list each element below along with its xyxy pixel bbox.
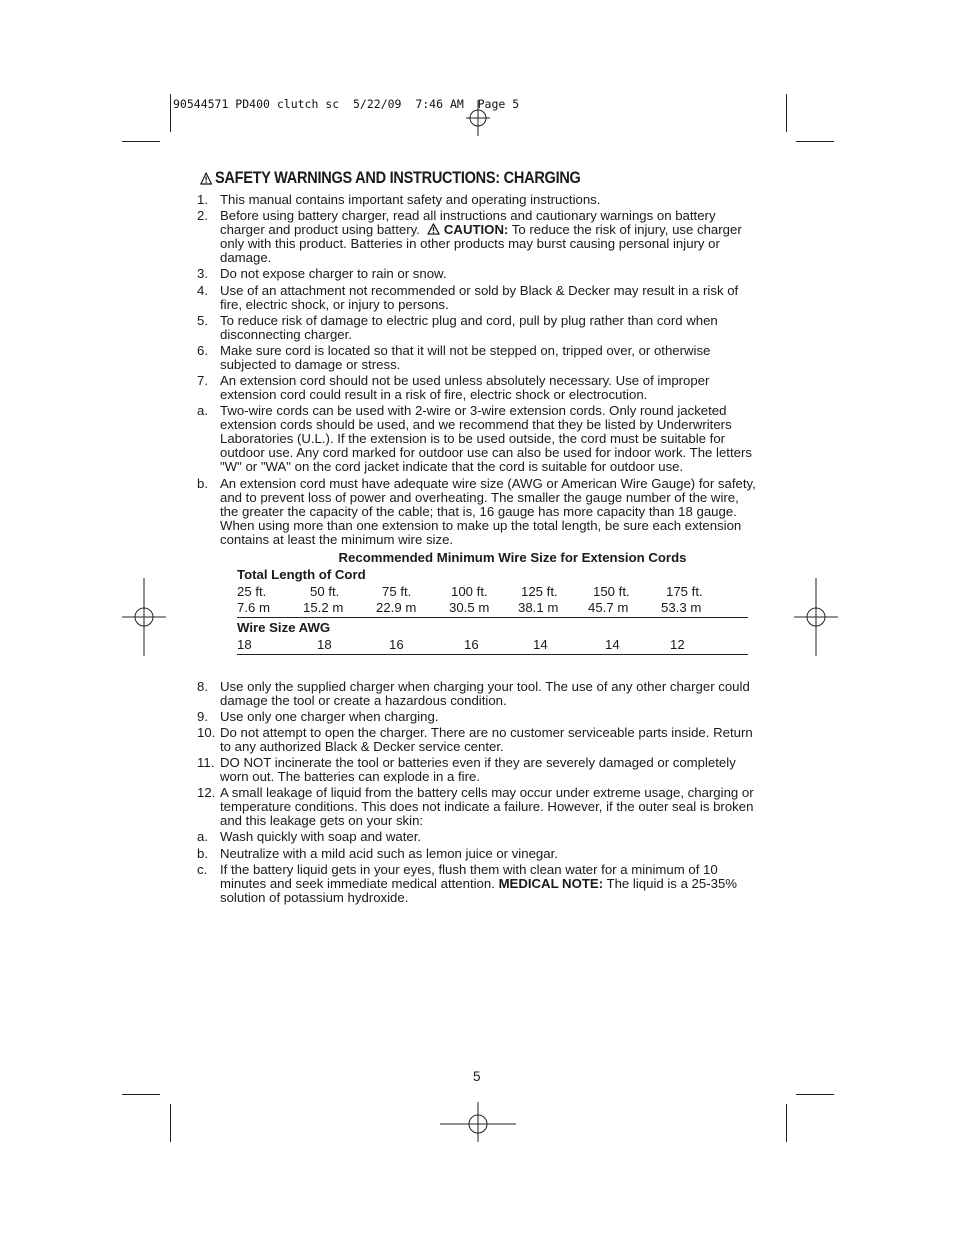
item-text: Use only the supplied charger when charging your tool. The use of any other charger could damage the tool or create a hazardous condition. [220,678,750,708]
item-number: 1. [197,192,208,207]
item-text: An extension cord should not be used unless absolutely necessary. Use of improper extension cord could result in a risk of fire, electric shock or electrocution. [220,373,710,403]
crop-mark-bottom-right-v [786,1104,787,1142]
item-number: 7. [197,373,208,389]
registration-mark-top-icon [466,100,490,136]
list-item [197,374,759,402]
item-number: 3. [197,266,208,282]
item-number: 4. [197,282,208,298]
table-cell: 18 [237,636,252,652]
meters-row [237,601,748,618]
table-cell: 14 [533,636,548,652]
item-text: Do not attempt to open the charger. There are no customer serviceable parts inside. Return to any authorized Black & Decker service center. [220,724,753,754]
table-cell: 12 [670,636,685,652]
crop-mark-top-left-h [122,141,160,142]
item-number: 10. [197,724,216,740]
length-header: Total Length of Cord [237,566,366,582]
crop-mark-top-left-v [170,94,171,132]
item-text: Do not expose charger to rain or snow. [220,266,447,282]
item-text: The liquid is a 25-35% solution of potassium hydroxide. [220,875,738,905]
item-text: Use only one charger when charging. [220,708,439,724]
item-number: 11. [197,755,215,771]
table-cell: 16 [389,636,404,652]
crop-mark-bottom-left-h [122,1094,160,1095]
table-cell: 150 ft. [593,583,630,599]
table-cell: 45.7 m [588,599,629,615]
table-cell: 7.6 m [237,599,270,615]
item-number: 5. [197,312,208,328]
item-number: 9. [197,708,208,724]
item-text: To reduce the risk of injury, use charger only with this product. Batteries in other products may burst causing personal injury or damage. [220,222,742,266]
item-number: b. [197,475,208,491]
item-text: DO NOT incinerate the tool or batteries even if they are severely damaged or completely worn out. The batteries can explode in a fire. [220,755,736,785]
list-item [197,267,759,281]
page-number: 5 [473,1069,481,1084]
registration-mark-right-icon [794,578,838,656]
item-text: This manual contains important safety and operating instructions. [220,192,601,207]
awg-header: Wire Size AWG [237,619,331,635]
registration-mark-left-icon [122,578,166,656]
item-text: Two-wire cords can be used with 2-wire or 3-wire extension cords. Only round jacketed extension cords should be used, and we recommend that they be listed by Underwriters Laboratories (U.L.). If the extension is to be used outside, the cord must be suitable for outdoor use. Any cord marked for outdoor use can also be used for indoor work. The letters "W" or "WA" on the cord jacket indicate that the cord is suitable for outdoor use. [220,403,752,475]
table-cell: 75 ft. [382,583,412,599]
item-text: A small leakage of liquid from the battery cells may occur under extreme usage, charging or temperature conditions. This does not indicate a failure. However, if the outer seal is broken and this leakage gets on your skin: [220,785,754,829]
item-text: Make sure cord is located so that it will not be stepped on, tripped over, or otherwise subjected to damage or stress. [220,342,711,372]
item-number: a. [197,403,208,419]
medical-note-label: MEDICAL NOTE: [498,875,604,891]
list-item [197,314,759,342]
section-heading [200,169,581,188]
crop-mark-bottom-right-h [796,1094,834,1095]
list-item [197,344,759,372]
crop-mark-top-right-h [796,141,834,142]
item-number: 8. [197,678,208,694]
item-text: Wash quickly with soap and water. [220,829,422,845]
table-cell: 22.9 m [376,599,417,615]
instructions-body [197,193,759,907]
list-item [197,756,759,784]
list-item [197,726,759,754]
table-cell: 38.1 m [518,599,559,615]
table-cell: 30.5 m [449,599,490,615]
table-cell: 16 [464,636,479,652]
print-slug: 90544571 PD400 clutch sc 5/22/09 7:46 AM Page 5 [173,97,520,111]
list-item [197,786,759,828]
item-text: Use of an attachment not recommended or sold by Black & Decker may result in a risk of fire, electric shock, or injury to persons. [220,282,739,312]
list-item [197,710,759,724]
item-text: Before using battery charger, read all instructions and cautionary warnings on battery charger and product using battery. [220,208,716,238]
item-number: 12. [197,785,216,801]
table-cell: 15.2 m [303,599,344,615]
item-number: a. [197,829,208,845]
item-number: 2. [197,208,208,224]
warning-triangle-icon [200,172,212,185]
table-caption: Recommended Minimum Wire Size for Extension Cords [338,549,687,565]
list-item [197,284,759,312]
item-text: To reduce risk of damage to electric plug and cord, pull by plug rather than cord when disconnecting charger. [220,312,718,342]
list-item [197,404,759,474]
list-item [197,209,759,265]
wire-size-table [237,551,748,655]
list-item [197,680,759,708]
table-cell: 14 [605,636,620,652]
table-cell: 25 ft. [237,583,267,599]
section-heading-text: SAFETY WARNINGS AND INSTRUCTIONS: CHARGING [214,169,581,187]
item-number: b. [197,845,208,861]
item-text: If the battery liquid gets in your eyes, flush them with clean water for a minimum of 10 minutes and seek immediate medical attention. [220,861,718,891]
awg-row [237,638,748,655]
item-text: An extension cord must have adequate wire size (AWG or American Wire Gauge) for safety, and to prevent loss of power and overheating. The smaller the gauge number of the wire, the greater the capacity of the cable; that is, 16 gauge has more capacity than 18 gauge. When using more than one extension to make up the total length, be sure each extension contains at least the minimum wire size. [220,475,756,547]
list-item [197,193,759,207]
feet-row [237,585,748,601]
table-cell: 175 ft. [666,583,703,599]
registration-mark-bottom-icon [440,1102,516,1142]
table-cell: 100 ft. [451,583,488,599]
crop-mark-top-right-v [786,94,787,132]
table-cell: 50 ft. [310,583,340,599]
table-cell: 125 ft. [521,583,558,599]
crop-mark-bottom-left-v [170,1104,171,1142]
item-number: c. [197,861,208,877]
table-cell: 53.3 m [661,599,702,615]
list-item [197,830,759,844]
spacer [197,658,759,680]
item-text: Neutralize with a mild acid such as lemon juice or vinegar. [220,845,558,861]
list-item [197,863,759,905]
item-number: 6. [197,342,208,358]
list-item [197,477,759,547]
list-item [197,847,759,861]
caution-label: CAUTION: [443,222,509,238]
table-cell: 18 [317,636,332,652]
warning-triangle-icon [427,223,440,235]
